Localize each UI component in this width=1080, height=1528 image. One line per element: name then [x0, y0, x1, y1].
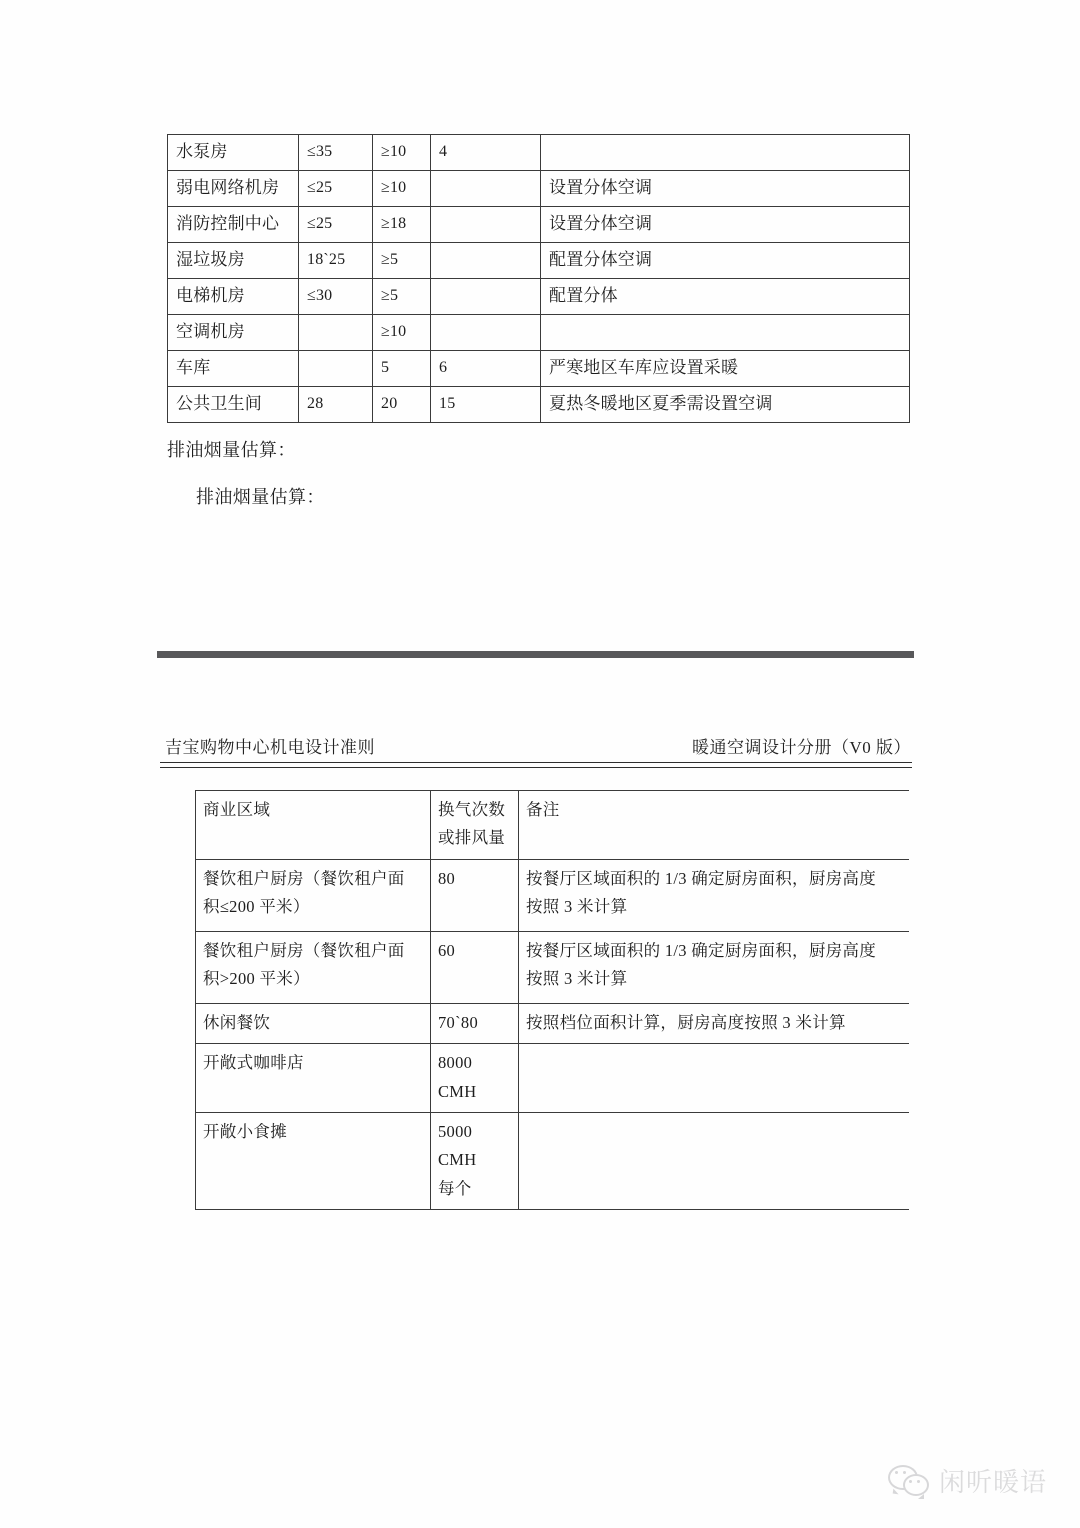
- table-row: [196, 1112, 909, 1209]
- ach-cell: ≥5: [373, 279, 431, 315]
- area-line1: 餐饮租户厨房（餐饮租户面: [203, 868, 405, 888]
- running-header: [160, 733, 915, 763]
- rate-cell: 60: [431, 931, 519, 1003]
- header-rate-line1: 换气次数: [438, 800, 506, 819]
- table-row: [168, 315, 910, 351]
- header-area-cell: 商业区域: [196, 791, 431, 860]
- wechat-icon: [888, 1465, 930, 1497]
- room-name-cell: 湿垃圾房: [168, 243, 299, 279]
- remark-cell: [519, 859, 909, 931]
- table-row: [168, 351, 910, 387]
- table-row: [168, 207, 910, 243]
- extra-cell: [431, 171, 541, 207]
- table-row: [196, 859, 909, 931]
- remark-line1: 按餐厅区域面积的 1/3 确定厨房面积，厨房高度: [526, 940, 877, 960]
- temp-cell: [299, 351, 373, 387]
- table-header-row: [196, 791, 909, 860]
- commercial-exhaust-table-wrap: [195, 790, 908, 1210]
- temp-cell: ≤35: [299, 135, 373, 171]
- table-row: [168, 243, 910, 279]
- remark-line2: 按照 3 米计算: [526, 897, 628, 917]
- extra-cell: [431, 279, 541, 315]
- table-row: [168, 279, 910, 315]
- remark-cell: [519, 1112, 909, 1209]
- remark-cell: 配置分体空调: [541, 243, 910, 279]
- area-line1: 餐饮租户厨房（餐饮租户面: [203, 940, 405, 960]
- ach-cell: ≥10: [373, 135, 431, 171]
- running-header-rule: [160, 762, 912, 768]
- temp-cell: ≤25: [299, 207, 373, 243]
- paragraph-exhaust-estimate-1: 排油烟量估算：: [167, 440, 296, 460]
- area-cell: [196, 859, 431, 931]
- table-row: [196, 1044, 909, 1113]
- remark-cell: [541, 135, 910, 171]
- header-remark-cell: 备注: [519, 791, 909, 860]
- extra-cell: [431, 207, 541, 243]
- temp-cell: ≤25: [299, 171, 373, 207]
- remark-line1: 按餐厅区域面积的 1/3 确定厨房面积，厨房高度: [526, 868, 877, 888]
- rate-line1: 5000 CMH: [438, 1121, 477, 1170]
- remark-cell: 按照档位面积计算，厨房高度按照 3 米计算: [519, 1003, 909, 1043]
- remark-cell: 设置分体空调: [541, 207, 910, 243]
- paragraph-exhaust-estimate-2: 排油烟量估算：: [196, 487, 325, 507]
- area-cell: 开敞式咖啡店: [196, 1044, 431, 1113]
- commercial-exhaust-table: [195, 790, 909, 1210]
- room-parameters-table-wrap: [167, 134, 909, 423]
- remark-cell: 严寒地区车库应设置采暖: [541, 351, 910, 387]
- header-rate-line2: 或排风量: [438, 828, 506, 848]
- rate-cell: 80: [431, 859, 519, 931]
- room-parameters-table: [167, 134, 910, 423]
- remark-cell: [541, 315, 910, 351]
- remark-cell: 配置分体: [541, 279, 910, 315]
- area-cell: [196, 931, 431, 1003]
- remark-cell: [519, 931, 909, 1003]
- running-header-right: 暖通空调设计分册（V0 版）: [691, 738, 911, 757]
- room-name-cell: 水泵房: [168, 135, 299, 171]
- area-cell: 开敞小食摊: [196, 1112, 431, 1209]
- ach-cell: ≥10: [373, 315, 431, 351]
- rate-cell: 70`80: [431, 1003, 519, 1043]
- extra-cell: 6: [431, 351, 541, 387]
- ach-cell: ≥10: [373, 171, 431, 207]
- extra-cell: 15: [431, 387, 541, 423]
- temp-cell: 28: [299, 387, 373, 423]
- table-row: [168, 387, 910, 423]
- extra-cell: 4: [431, 135, 541, 171]
- table-row: [196, 1003, 909, 1043]
- temp-cell: ≤30: [299, 279, 373, 315]
- running-header-left: 吉宝购物中心机电设计准则: [165, 738, 375, 757]
- area-line2: 积≤200 平米）: [203, 897, 310, 917]
- table-row: [168, 171, 910, 207]
- header-rate-cell: [431, 791, 519, 860]
- rate-line2: 每个: [438, 1178, 472, 1198]
- watermark-text: 闲听暖语: [939, 1467, 1048, 1497]
- remark-cell: [519, 1044, 909, 1113]
- ach-cell: ≥18: [373, 207, 431, 243]
- room-name-cell: 电梯机房: [168, 279, 299, 315]
- ach-cell: 5: [373, 351, 431, 387]
- room-name-cell: 公共卫生间: [168, 387, 299, 423]
- room-name-cell: 弱电网络机房: [168, 171, 299, 207]
- area-cell: 休闲餐饮: [196, 1003, 431, 1043]
- rate-cell: 8000 CMH: [431, 1044, 519, 1113]
- area-line2: 积>200 平米）: [203, 969, 310, 989]
- ach-cell: 20: [373, 387, 431, 423]
- ach-cell: ≥5: [373, 243, 431, 279]
- extra-cell: [431, 315, 541, 351]
- remark-cell: 设置分体空调: [541, 171, 910, 207]
- table-row: [196, 931, 909, 1003]
- temp-cell: 18`25: [299, 243, 373, 279]
- remark-line2: 按照 3 米计算: [526, 969, 628, 989]
- rate-cell: [431, 1112, 519, 1209]
- room-name-cell: 消防控制中心: [168, 207, 299, 243]
- temp-cell: [299, 315, 373, 351]
- table-row: [168, 135, 910, 171]
- room-name-cell: 空调机房: [168, 315, 299, 351]
- watermark: [888, 1462, 1047, 1499]
- remark-cell: 夏热冬暖地区夏季需设置空调: [541, 387, 910, 423]
- extra-cell: [431, 243, 541, 279]
- page-break-divider: [157, 651, 914, 658]
- room-name-cell: 车库: [168, 351, 299, 387]
